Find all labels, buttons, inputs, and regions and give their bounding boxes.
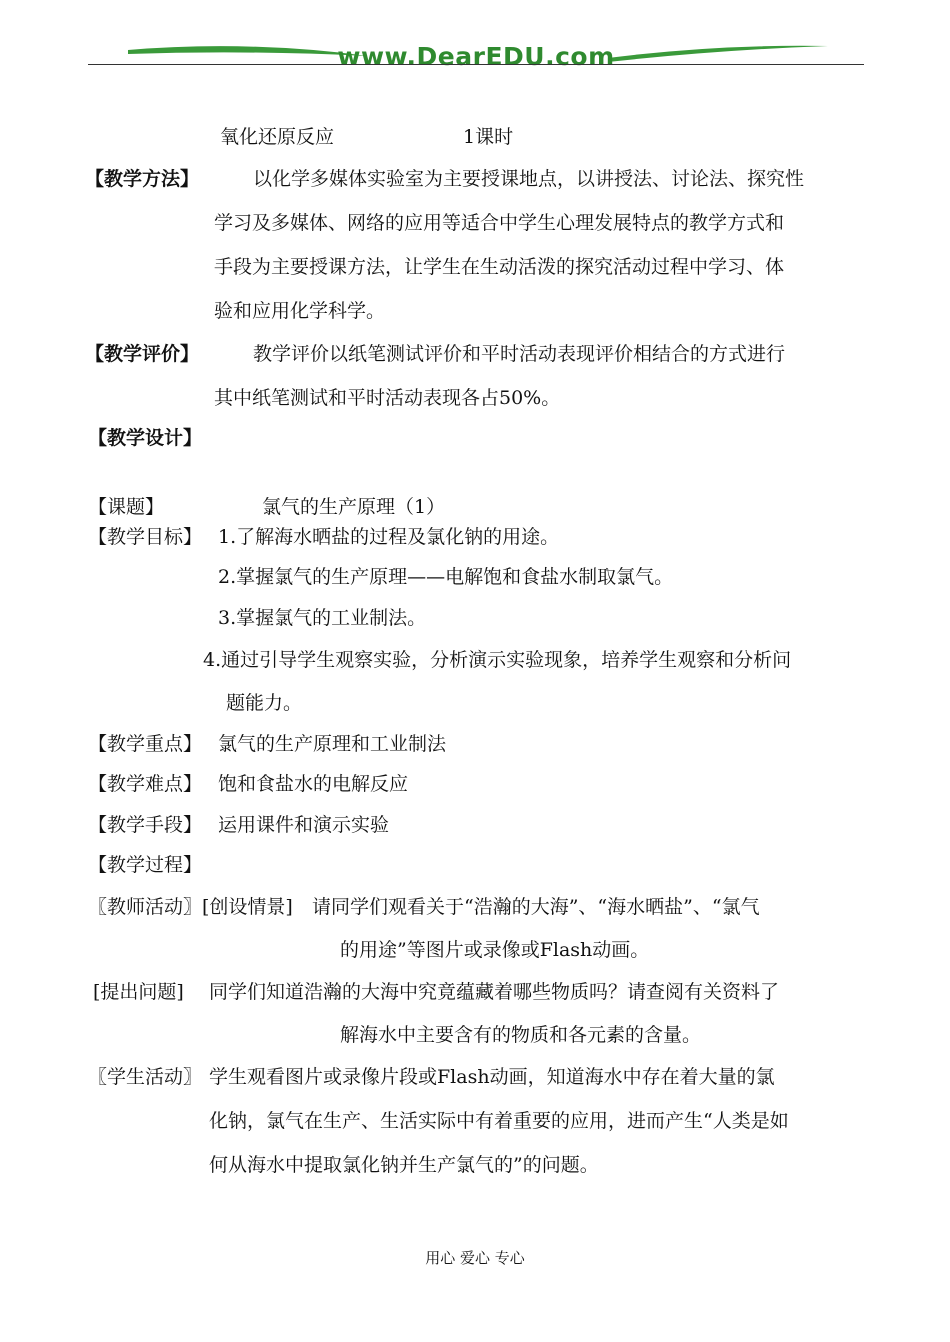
teacher-activity-line-1: 请同学们观看关于“浩瀚的大海”、“海水晒盐”、“氯气 — [312, 896, 760, 918]
question-label: [提出问题] — [93, 981, 184, 1003]
header-banner — [88, 30, 864, 80]
student-activity-line-1: 学生观看图片或录像片段或Flash动画，知道海水中存在着大量的氯 — [209, 1066, 775, 1088]
process-label: 【教学过程】 — [88, 854, 203, 876]
difficulty-label: 【教学难点】 — [88, 773, 203, 795]
method-line-4: 验和应用化学科学。 — [214, 300, 386, 322]
student-activity-line-3: 何从海水中提取氯化钠并生产氯气的”的问题。 — [209, 1154, 599, 1176]
goal-item-2: 2.掌握氯气的生产原理——电解饱和食盐水制取氯气。 — [218, 566, 674, 588]
lesson-duration: 1课时 — [463, 126, 514, 148]
topic-text: 氯气的生产原理（1） — [262, 496, 446, 518]
method-line-1: 以化学多媒体实验室为主要授课地点，以讲授法、讨论法、探究性 — [253, 168, 805, 190]
header-divider — [88, 64, 864, 65]
evaluation-label: 【教学评价】 — [85, 343, 200, 365]
goal-item-3: 3.掌握氯气的工业制法。 — [218, 607, 427, 629]
question-line-2: 解海水中主要含有的物质和各元素的含量。 — [340, 1024, 702, 1046]
design-label: 【教学设计】 — [88, 427, 203, 449]
lesson-title: 氧化还原反应 — [220, 126, 335, 148]
evaluation-line-2: 其中纸笔测试和平时活动表现各占50%。 — [214, 387, 561, 409]
goal-item-1: 1.了解海水晒盐的过程及氯化钠的用途。 — [218, 526, 560, 548]
difficulty-text: 饱和食盐水的电解反应 — [218, 773, 409, 795]
means-text: 运用课件和演示实验 — [218, 814, 390, 836]
means-label: 【教学手段】 — [88, 814, 203, 836]
key-point-label: 【教学重点】 — [88, 733, 203, 755]
goal-item-4: 4.通过引导学生观察实验，分析演示实验现象，培养学生观察和分析问 — [203, 649, 792, 671]
teacher-activity-sublabel: [创设情景] — [202, 896, 293, 918]
site-logo-text: www.DearEDU.com — [337, 42, 615, 71]
evaluation-line-1: 教学评价以纸笔测试评价和平时活动表现评价相结合的方式进行 — [253, 343, 786, 365]
question-line-1: 同学们知道浩瀚的大海中究竟蕴藏着哪些物质吗？请查阅有关资料了 — [209, 981, 780, 1003]
method-line-3: 手段为主要授课方法，让学生在生动活泼的探究活动过程中学习、体 — [214, 256, 785, 278]
method-line-2: 学习及多媒体、网络的应用等适合中学生心理发展特点的教学方式和 — [214, 212, 785, 234]
goals-label: 【教学目标】 — [88, 526, 203, 548]
topic-label: 【课题】 — [88, 496, 165, 518]
goal-item-4-cont: 题能力。 — [226, 692, 303, 714]
method-label: 【教学方法】 — [85, 168, 200, 190]
teacher-activity-line-2: 的用途”等图片或录像或Flash动画。 — [340, 939, 650, 961]
student-activity-line-2: 化钠，氯气在生产、生活实际中有着重要的应用，进而产生“人类是如 — [209, 1110, 789, 1132]
student-activity-label: 〖学生活动〗 — [88, 1066, 203, 1088]
key-point-text: 氯气的生产原理和工业制法 — [218, 733, 447, 755]
page-footer: 用心 爱心 专心 — [425, 1249, 525, 1267]
teacher-activity-label: 〖教师活动〗 — [88, 896, 203, 918]
